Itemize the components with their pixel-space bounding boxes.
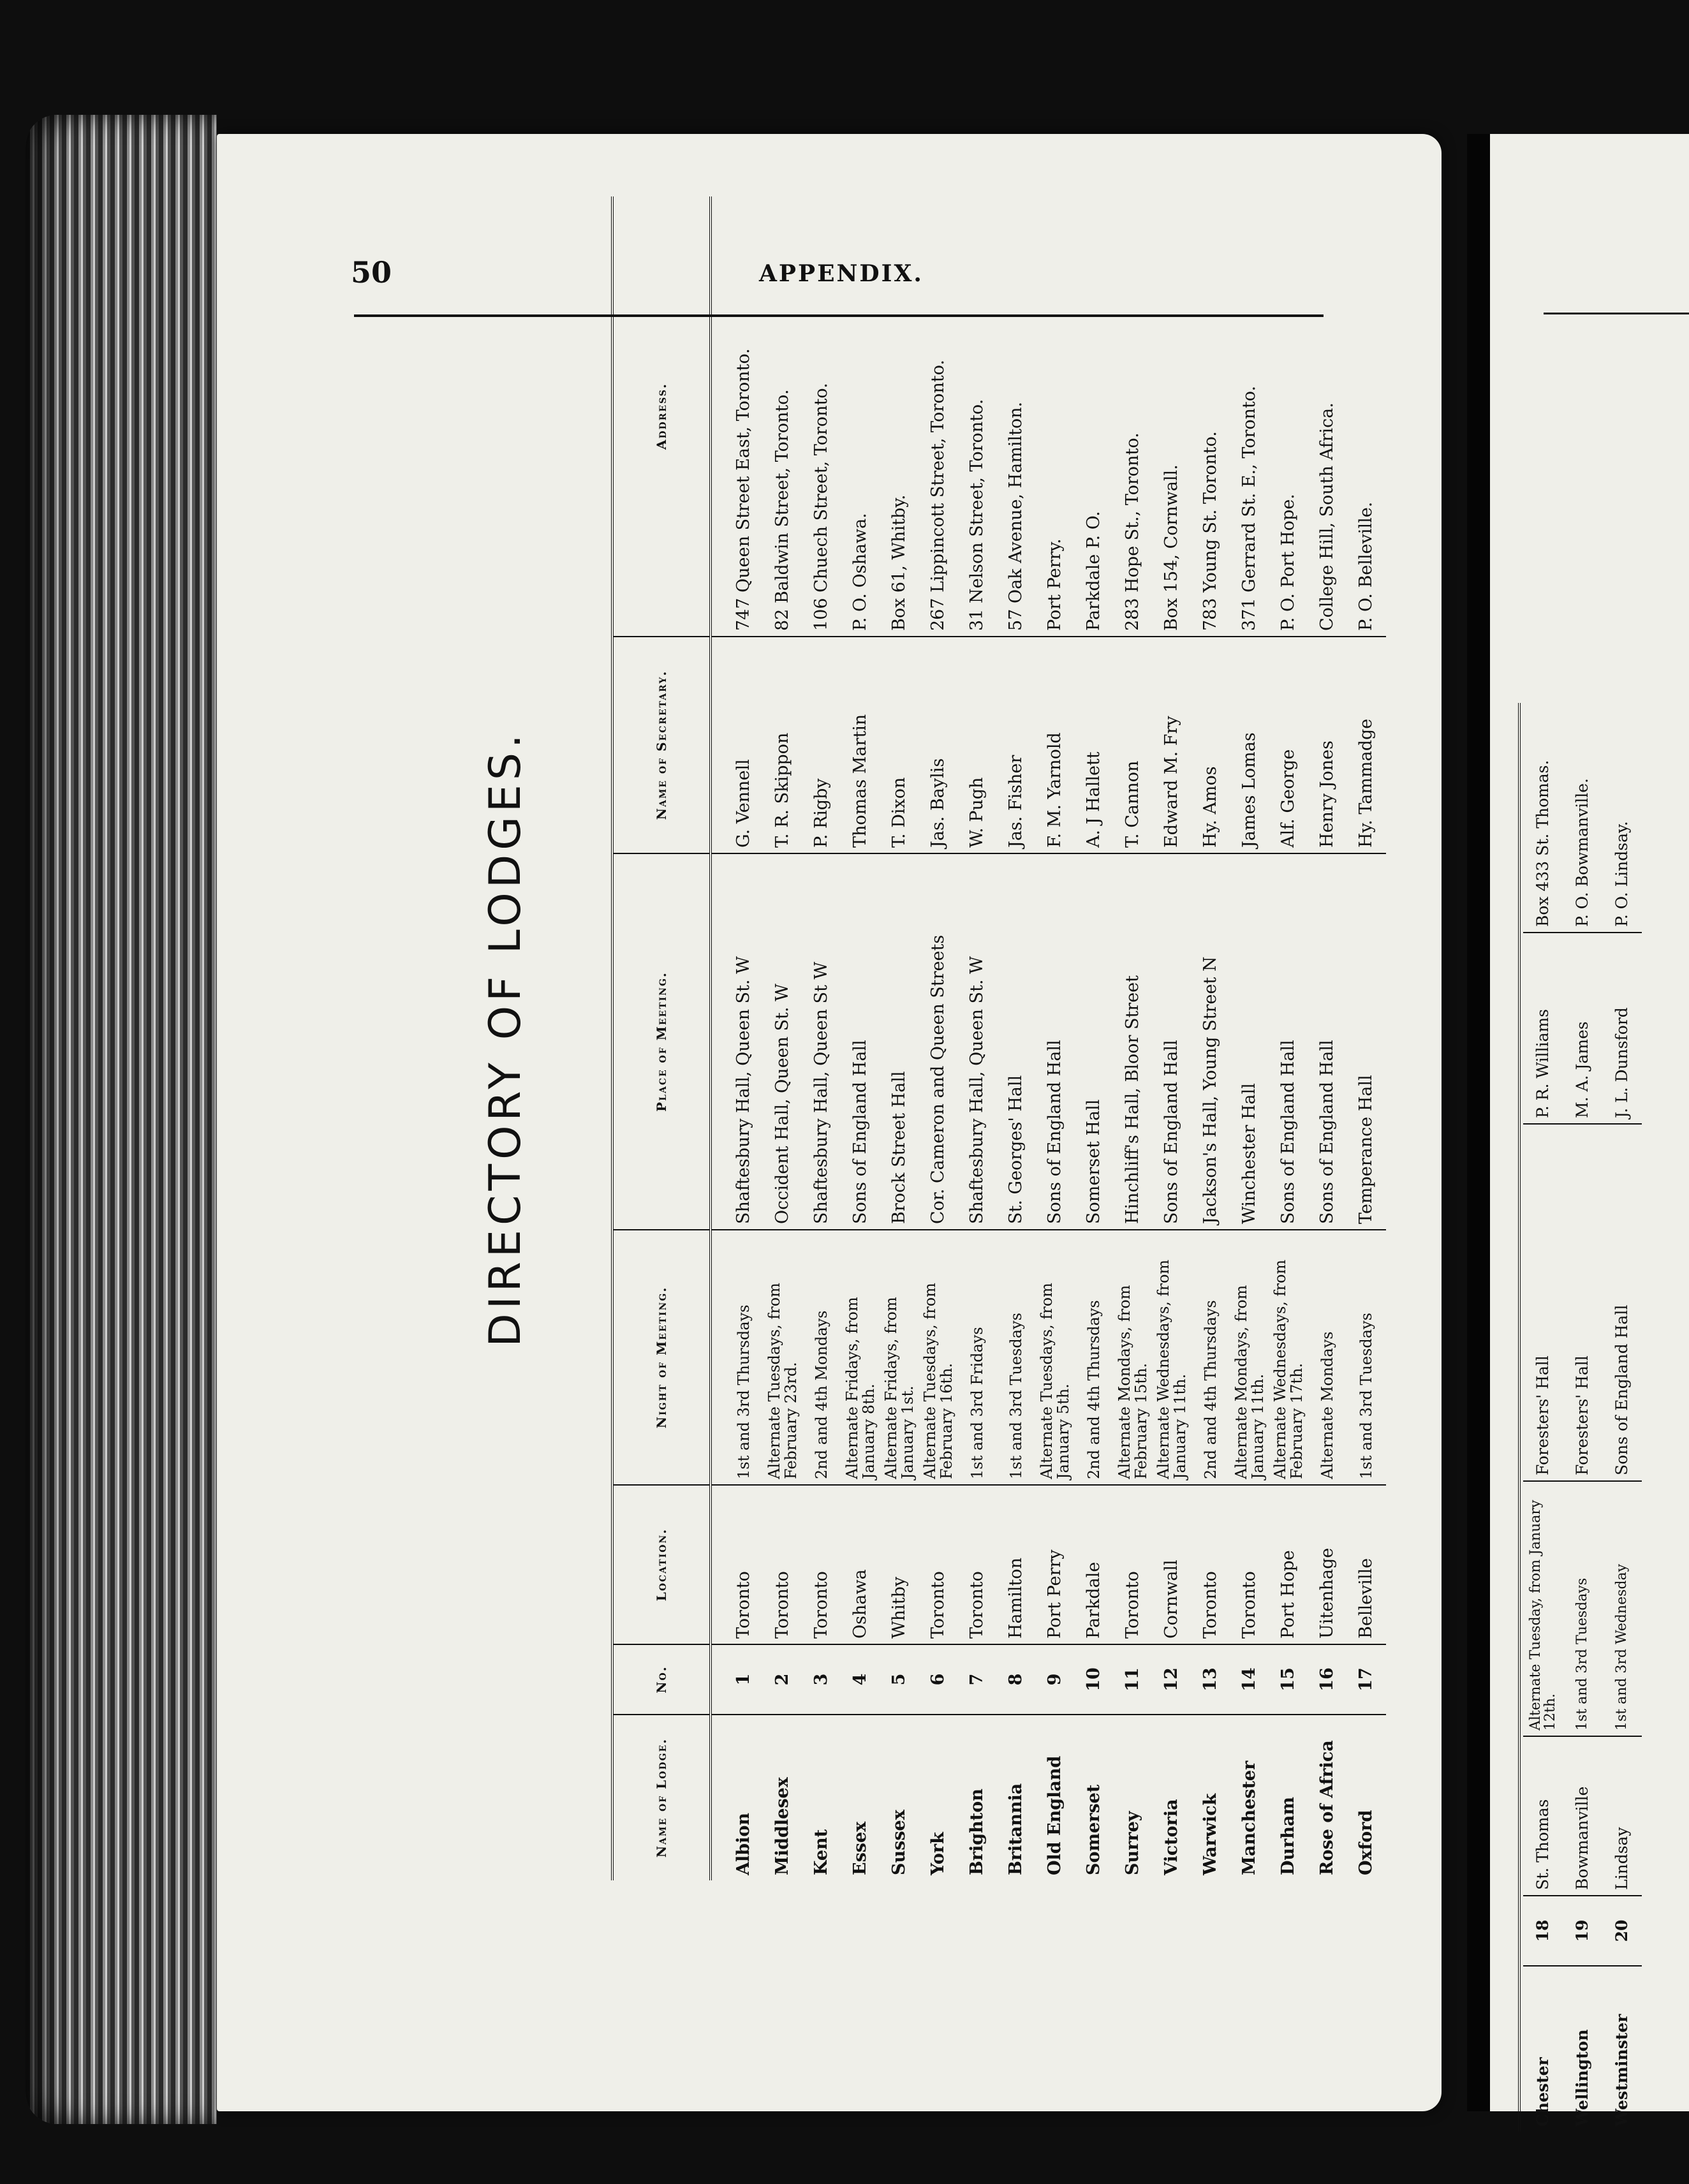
- col-header-name: Name of Lodge.: [612, 1715, 711, 1880]
- lodge-name: York: [928, 1832, 948, 1875]
- lodge-name: Surrey: [1123, 1811, 1143, 1875]
- lodge-name: Kent: [811, 1829, 832, 1875]
- lodge-location: Toronto: [763, 1485, 802, 1644]
- lodge-location: Port Perry: [1036, 1485, 1075, 1644]
- lodges-table: [611, 196, 1386, 1880]
- lodge-address: P. O. Oshawa.: [841, 196, 880, 637]
- lodge-night: Alternate Mondays, from January 11th.: [1230, 1230, 1269, 1485]
- lodge-place: Winchester Hall: [1230, 853, 1269, 1230]
- lodge-night: 2nd and 4th Thursdays: [1075, 1230, 1114, 1485]
- lodge-no: 7: [958, 1644, 997, 1715]
- lodge-name: Somerset: [1084, 1784, 1104, 1875]
- lodge-secretary: G. Vennell: [711, 637, 763, 853]
- continuation-table: [1523, 703, 1642, 2132]
- lodge-row: [1153, 196, 1191, 1880]
- lodge-night: Alternate Tuesdays, from February 23rd.: [763, 1230, 802, 1485]
- lodge-row: [1347, 196, 1386, 1880]
- lodge-name: Manchester: [1239, 1760, 1260, 1875]
- lodge-name: Old England: [1045, 1755, 1065, 1875]
- lodge-row: [880, 196, 919, 1880]
- lodge-place: Temperance Hall: [1347, 853, 1386, 1230]
- lodge-location: St. Thomas: [1523, 1736, 1563, 1896]
- lodge-location: Toronto: [958, 1485, 997, 1644]
- lodge-place: Sons of England Hall: [1602, 1124, 1642, 1481]
- lodge-place: Foresters' Hall: [1523, 1124, 1563, 1481]
- lodge-night: 1st and 3rd Tuesdays: [997, 1230, 1036, 1485]
- lodge-row: [802, 196, 841, 1880]
- lodge-row: [997, 196, 1036, 1880]
- lodge-no: 13: [1191, 1644, 1230, 1715]
- lodge-secretary: James Lomas: [1230, 637, 1269, 853]
- lodge-place: Shaftesbury Hall, Queen St. W: [711, 853, 763, 1230]
- lodge-no: 17: [1347, 1644, 1386, 1715]
- lodge-row: [1114, 196, 1153, 1880]
- lodge-row: [1191, 196, 1230, 1880]
- lodge-night: 1st and 3rd Thursdays: [711, 1230, 763, 1485]
- lodge-location: Bowmanville: [1563, 1736, 1602, 1896]
- lodge-address: P. O. Bowmanville.: [1563, 703, 1602, 933]
- lodge-name: Middlesex: [772, 1777, 793, 1875]
- lodge-row: [763, 196, 802, 1880]
- col-header-no: No.: [612, 1644, 711, 1715]
- lodge-place: Brock Street Hall: [880, 853, 919, 1230]
- lodge-place: Foresters' Hall: [1563, 1124, 1602, 1481]
- lodge-secretary: W. Pugh: [958, 637, 997, 853]
- lodge-row: [1523, 703, 1563, 2132]
- lodge-name: Brighton: [967, 1789, 987, 1875]
- lodge-no: 5: [880, 1644, 919, 1715]
- lodge-address: 267 Lippincott Street, Toronto.: [919, 196, 958, 637]
- lodge-no: 15: [1269, 1644, 1308, 1715]
- lodge-place: Sons of England Hall: [1153, 853, 1191, 1230]
- lodge-name: Victoria: [1162, 1799, 1182, 1875]
- lodge-row: [841, 196, 880, 1880]
- lodge-no: 1: [711, 1644, 763, 1715]
- lodge-place: Cor. Cameron and Queen Streets: [919, 853, 958, 1230]
- lodge-no: 10: [1075, 1644, 1114, 1715]
- lodge-secretary: M. A. James: [1563, 933, 1602, 1124]
- lodge-night: 1st and 3rd Tuesdays: [1563, 1481, 1602, 1736]
- lodge-no: 3: [802, 1644, 841, 1715]
- lodge-secretary: T. Cannon: [1114, 637, 1153, 853]
- lodge-night: 1st and 3rd Wednesday: [1602, 1481, 1642, 1736]
- lodge-row: [1602, 703, 1642, 2132]
- lodge-secretary: A. J Hallett: [1075, 637, 1114, 853]
- lodge-address: College Hill, South Africa.: [1308, 196, 1347, 637]
- lodge-secretary: T. R. Skippon: [763, 637, 802, 853]
- lodge-location: Hamilton: [997, 1485, 1036, 1644]
- lodge-night: 1st and 3rd Fridays: [958, 1230, 997, 1485]
- lodge-night: Alternate Wednesdays, from January 11th.: [1153, 1230, 1191, 1485]
- lodge-address: Box 154, Cornwall.: [1153, 196, 1191, 637]
- lodge-secretary: J. L. Dunsford: [1602, 933, 1642, 1124]
- col-header-location: Location.: [612, 1485, 711, 1644]
- lodge-address: 371 Gerrard St. E., Toronto.: [1230, 196, 1269, 637]
- right-page-rule: [1544, 313, 1689, 314]
- lodge-secretary: Hy. Tammadge: [1347, 637, 1386, 853]
- lodge-row: [711, 196, 763, 1880]
- lodge-night: 1st and 3rd Tuesdays: [1347, 1230, 1386, 1485]
- lodge-name: Westminster: [1612, 2014, 1631, 2127]
- lodge-location: Belleville: [1347, 1485, 1386, 1644]
- lodge-location: Cornwall: [1153, 1485, 1191, 1644]
- lodge-secretary: Henry Jones: [1308, 637, 1347, 853]
- lodge-place: St. Georges' Hall: [997, 853, 1036, 1230]
- lodge-row: [1036, 196, 1075, 1880]
- lodge-night: Alternate Fridays, from January 8th.: [841, 1230, 880, 1485]
- lodge-row: [1563, 703, 1602, 2132]
- lodge-secretary: Jas. Fisher: [997, 637, 1036, 853]
- lodge-directory: [458, 196, 1376, 1880]
- col-header-place: Place of Meeting.: [612, 853, 711, 1230]
- lodge-address: 283 Hope St., Toronto.: [1114, 196, 1153, 637]
- lodge-location: Toronto: [802, 1485, 841, 1644]
- continuation-rule: [1518, 703, 1521, 2132]
- lodge-address: P. O. Belleville.: [1347, 196, 1386, 637]
- lodge-location: Toronto: [1114, 1485, 1153, 1644]
- book-binding: [26, 115, 217, 2124]
- lodge-row: [919, 196, 958, 1880]
- lodge-place: Sons of England Hall: [1036, 853, 1075, 1230]
- lodge-address: Box 61, Whitby.: [880, 196, 919, 637]
- lodge-no: 20: [1602, 1896, 1642, 1966]
- lodge-row: [1075, 196, 1114, 1880]
- lodge-place: Sons of England Hall: [1269, 853, 1308, 1230]
- lodge-no: 8: [997, 1644, 1036, 1715]
- lodge-place: Shaftesbury Hall, Queen St. W: [958, 853, 997, 1230]
- lodge-name: Warwick: [1200, 1793, 1221, 1875]
- lodge-night: Alternate Fridays, from January 1st.: [880, 1230, 919, 1485]
- lodge-no: 9: [1036, 1644, 1075, 1715]
- col-header-night: Night of Meeting.: [612, 1230, 711, 1485]
- lodge-place: Sons of England Hall: [841, 853, 880, 1230]
- lodge-night: 2nd and 4th Thursdays: [1191, 1230, 1230, 1485]
- lodge-place: Occident Hall, Queen St. W: [763, 853, 802, 1230]
- lodge-address: P. O. Port Hope.: [1269, 196, 1308, 637]
- lodge-location: Toronto: [1191, 1485, 1230, 1644]
- lodge-place: Jackson's Hall, Young Street N: [1191, 853, 1230, 1230]
- lodge-location: Whitby: [880, 1485, 919, 1644]
- lodge-secretary: Edward M. Fry: [1153, 637, 1191, 853]
- lodge-secretary: F. M. Yarnold: [1036, 637, 1075, 853]
- lodge-address: Parkdale P. O.: [1075, 196, 1114, 637]
- lodge-secretary: Thomas Martin: [841, 637, 880, 853]
- lodge-name: Britannia: [1006, 1783, 1026, 1875]
- table-header-row: [612, 196, 711, 1880]
- lodge-night: Alternate Tuesdays, from February 16th.: [919, 1230, 958, 1485]
- lodge-address: 783 Young St. Toronto.: [1191, 196, 1230, 637]
- continuation-section: [1518, 703, 1689, 2132]
- lodge-night: Alternate Mondays, from February 15th.: [1114, 1230, 1153, 1485]
- lodge-no: 11: [1114, 1644, 1153, 1715]
- lodge-name: Sussex: [889, 1810, 910, 1875]
- lodge-name: Oxford: [1356, 1810, 1376, 1875]
- lodge-night: Alternate Wednesdays, from February 17th.: [1269, 1230, 1308, 1485]
- lodge-location: Parkdale: [1075, 1485, 1114, 1644]
- lodge-place: Shaftesbury Hall, Queen St W: [802, 853, 841, 1230]
- lodge-name: Wellington: [1572, 2029, 1591, 2127]
- lodge-secretary: T. Dixon: [880, 637, 919, 853]
- lodge-no: 4: [841, 1644, 880, 1715]
- lodge-address: 82 Baldwin Street, Toronto.: [763, 196, 802, 637]
- lodge-place: Hinchliff's Hall, Bloor Street: [1114, 853, 1153, 1230]
- lodge-no: 12: [1153, 1644, 1191, 1715]
- lodge-location: Toronto: [919, 1485, 958, 1644]
- lodge-secretary: Jas. Baylis: [919, 637, 958, 853]
- lodge-address: Box 433 St. Thomas.: [1523, 703, 1563, 933]
- lodge-row: [1230, 196, 1269, 1880]
- lodge-secretary: Hy. Amos: [1191, 637, 1230, 853]
- lodge-night: Alternate Tuesdays, from January 5th.: [1036, 1230, 1075, 1485]
- lodge-night: Alternate Mondays: [1308, 1230, 1347, 1485]
- lodges-body: [711, 196, 1386, 1880]
- lodge-place: Somerset Hall: [1075, 853, 1114, 1230]
- lodge-address: Port Perry.: [1036, 196, 1075, 637]
- lodge-location: Lindsay: [1602, 1736, 1642, 1896]
- lodge-no: 14: [1230, 1644, 1269, 1715]
- lodge-location: Port Hope: [1269, 1485, 1308, 1644]
- page-number: 50: [351, 255, 392, 290]
- lodge-row: [958, 196, 997, 1880]
- lodge-name: Essex: [850, 1821, 871, 1875]
- lodge-night: Alternate Tuesday, from January 12th.: [1523, 1481, 1563, 1736]
- lodge-location: Uitenhage: [1308, 1485, 1347, 1644]
- lodge-no: 19: [1563, 1896, 1602, 1966]
- lodge-location: Oshawa: [841, 1485, 880, 1644]
- directory-title: DIRECTORY OF LODGES.: [480, 730, 531, 1347]
- lodge-row: [1308, 196, 1347, 1880]
- col-header-secretary: Name of Secretary.: [612, 637, 711, 853]
- lodge-address: 57 Oak Avenue, Hamilton.: [997, 196, 1036, 637]
- lodge-row: [1269, 196, 1308, 1880]
- lodge-address: 31 Nelson Street, Toronto.: [958, 196, 997, 637]
- lodge-secretary: P. Rigby: [802, 637, 841, 853]
- lodge-name: Durham: [1278, 1797, 1299, 1875]
- col-header-address: Address.: [612, 196, 711, 637]
- lodge-name: Chester: [1533, 2057, 1552, 2127]
- lodge-location: Toronto: [711, 1485, 763, 1644]
- lodge-address: 747 Queen Street East, Toronto.: [711, 196, 763, 637]
- lodge-no: 2: [763, 1644, 802, 1715]
- lodge-name: Rose of Africa: [1317, 1740, 1338, 1875]
- lodge-name: Albion: [734, 1813, 754, 1875]
- continuation-body: [1523, 703, 1642, 2132]
- lodge-night: 2nd and 4th Mondays: [802, 1230, 841, 1485]
- lodge-secretary: Alf. George: [1269, 637, 1308, 853]
- lodge-no: 6: [919, 1644, 958, 1715]
- lodge-no: 18: [1523, 1896, 1563, 1966]
- lodge-place: Sons of England Hall: [1308, 853, 1347, 1230]
- lodge-address: P. O. Lindsay.: [1602, 703, 1642, 933]
- lodge-secretary: P. R. Williams: [1523, 933, 1563, 1124]
- lodge-no: 16: [1308, 1644, 1347, 1715]
- running-head: APPENDIX.: [759, 260, 924, 287]
- lodge-address: 106 Chuech Street, Toronto.: [802, 196, 841, 637]
- lodge-location: Toronto: [1230, 1485, 1269, 1644]
